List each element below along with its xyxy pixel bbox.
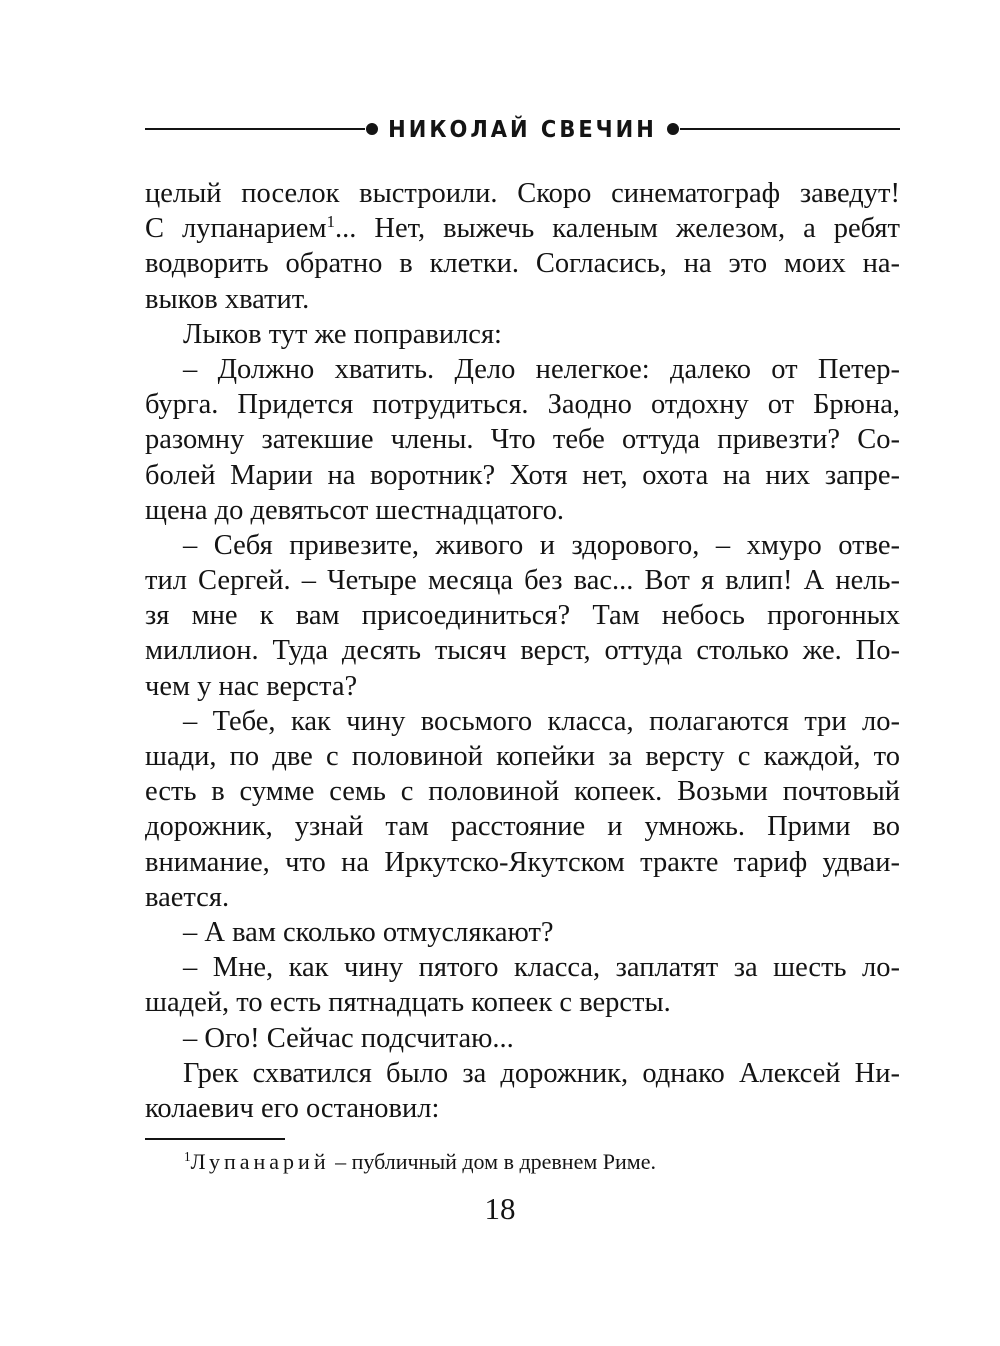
footnote-marker: 1 — [184, 1149, 191, 1165]
footnote-term: Лупанарий — [190, 1149, 330, 1174]
text-line: дорожник, узнай там расстояние и умножь. Прими во — [145, 811, 900, 843]
text-line: тил Сергей. – Четыре месяца без вас... Вот я влип! А нель- — [145, 565, 900, 597]
page-number: 18 — [484, 1191, 516, 1226]
text-line: шади, по две с половиной копейки за версту с каждой, то — [145, 741, 900, 772]
text-line: Лыков тут же поправился: — [183, 318, 502, 350]
footnote-definition: – публичный дом в древнем Риме. — [329, 1149, 656, 1174]
text-line: есть в сумме семь с половиной копеек. Возьми почтовый — [145, 776, 900, 808]
text-line: Грек схватился было за дорожник, однако Алексей Ни- — [183, 1057, 900, 1089]
author-running-head: НИКОЛАЙ СВЕЧИН — [388, 115, 657, 143]
text-line: – Должно хватить. Дело нелегкое: далеко от Петер- — [183, 353, 900, 385]
header-rule-right — [680, 128, 900, 130]
body-text — [145, 176, 900, 1126]
running-header — [145, 112, 900, 146]
text-line — [145, 211, 900, 246]
header-dot-left — [366, 123, 378, 135]
text-line: болей Марии на воротник? Хотя нет, охота на них запре- — [145, 459, 900, 491]
text-line: – Ого! Сейчас подсчитаю... — [183, 1022, 514, 1054]
header-rule-left — [145, 128, 365, 130]
text-line: вается. — [145, 881, 230, 913]
text-line: – Мне, как чину пятого класса, заплатят за шесть ло- — [183, 952, 900, 984]
text-segment: ... Нет, выжечь каленым железом, а ребят — [335, 213, 900, 245]
text-line: щена до девятьсот шестнадцатого. — [145, 494, 565, 526]
text-line: зя мне к вам присоединиться? Там небось прогонных — [145, 600, 900, 632]
text-line: разомну затекшие члены. Что тебе оттуда привезти? Со- — [145, 424, 900, 456]
text-line: – Тебе, как чину восьмого класса, полагаются три ло- — [183, 705, 900, 737]
text-line: – Себя привезите, живого и здорового, – хмуро отве- — [183, 529, 900, 561]
text-line: – А вам сколько отмуслякают? — [183, 916, 554, 948]
text-line: целый поселок выстроили. Скоро синематограф заведут! — [145, 178, 900, 209]
footnote-separator — [145, 1138, 285, 1140]
text-line: миллион. Туда десять тысяч верст, оттуда столько же. По- — [145, 635, 900, 667]
text-line: чем у нас верста? — [145, 670, 358, 702]
text-line: водворить обратно в клетки. Согласись, на это моих на- — [145, 248, 900, 280]
footnote — [184, 1147, 656, 1177]
header-dot-right — [667, 123, 679, 135]
text-line: колаевич его остановил: — [145, 1092, 440, 1124]
text-line: бурга. Придется потрудиться. Заодно отдохну от Брюна, — [145, 389, 900, 421]
text-line: выков хватит. — [145, 283, 310, 315]
footnote-reference: 1 — [326, 211, 336, 231]
text-line: внимание, что на Иркутско-Якутском тракте тариф удваи- — [145, 846, 900, 878]
text-line: шадей, то есть пятнадцать копеек с версты. — [145, 987, 671, 1019]
text-segment: С лупанарием — [145, 213, 327, 245]
